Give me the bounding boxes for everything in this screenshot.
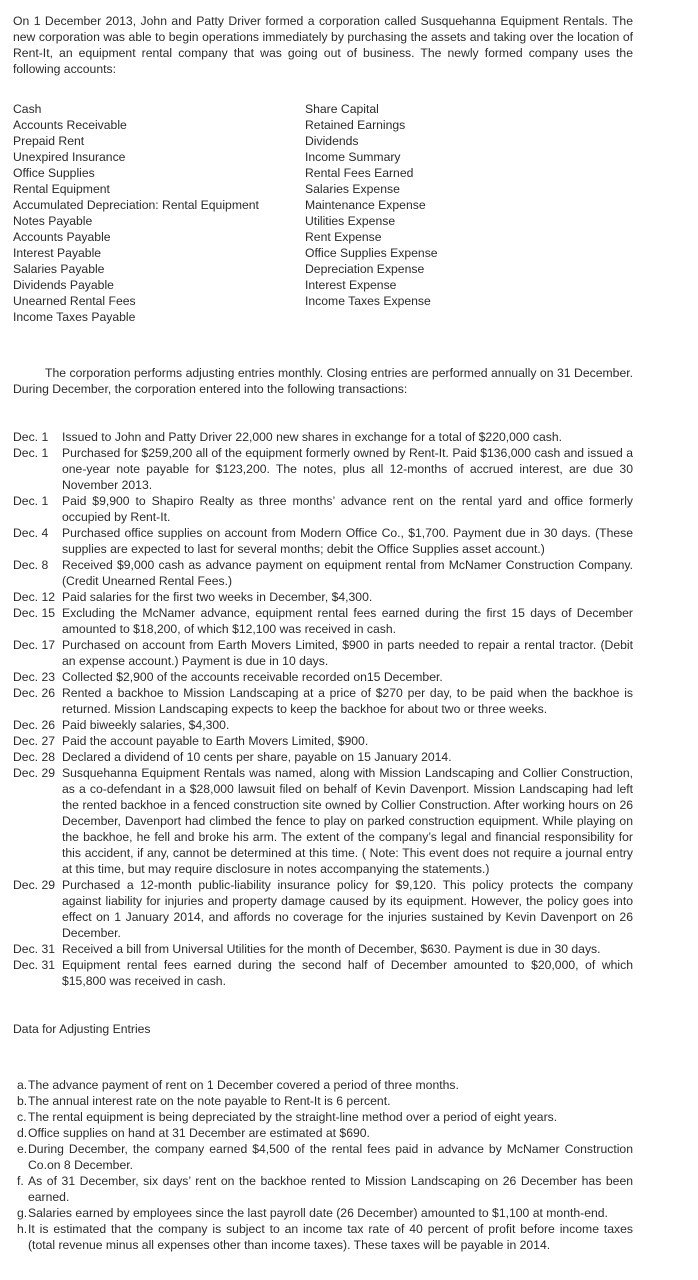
adjusting-entry-text: As of 31 December, six days’ rent on the backhoe rented to Mission Landscaping on 26 December has been earned. <box>28 1174 633 1204</box>
account-item: Income Taxes Payable <box>13 310 136 324</box>
account-item: Income Taxes Expense <box>305 294 431 308</box>
transaction-text: Received a bill from Universal Utilities for the month of December, $630. Payment is due in 30 days. <box>62 942 601 956</box>
adjusting-entry-text: During December, the company earned $4,500 of the rental fees paid in advance by McNamer Construction Co.on 8 December. <box>28 1142 633 1172</box>
account-item: Unearned Rental Fees <box>13 294 136 308</box>
adjusting-entry-item <box>17 1125 633 1141</box>
accounts-left-column <box>13 101 259 325</box>
adjusting-entry-letter: e. <box>17 1142 28 1156</box>
adjusting-entry-text: It is estimated that the company is subject to an income tax rate of 40 percent of profit before income taxes (total revenue minus all expenses other than income taxes). These taxes will be payable in 2014. <box>28 1222 633 1252</box>
transaction-item <box>13 733 633 749</box>
adjusting-entry-text: The rental equipment is being depreciated by the straight-line method over a period of eight years. <box>28 1110 558 1124</box>
account-item: Utilities Expense <box>305 214 396 228</box>
adjusting-entry-letter: b. <box>17 1094 28 1108</box>
transaction-item <box>13 557 633 589</box>
transactions-intro-paragraph: The corporation performs adjusting entries monthly. Closing entries are performed annually on 31 December. During December, the corporation entered into the following transactions: <box>13 366 633 396</box>
adjusting-entry-item <box>17 1205 633 1221</box>
account-item: Salaries Expense <box>305 182 400 196</box>
transaction-text: Equipment rental fees earned during the second half of December amounted to $20,000, of which $15,800 was received in cash. <box>62 958 633 988</box>
transaction-item <box>13 941 633 957</box>
adjusting-entry-text: The advance payment of rent on 1 December covered a period of three months. <box>28 1078 459 1092</box>
account-item: Interest Expense <box>305 278 397 292</box>
transaction-date: Dec. 1 <box>13 494 49 508</box>
transaction-date: Dec. 28 <box>13 750 56 764</box>
adjusting-entry-item <box>17 1109 633 1125</box>
transaction-date: Dec. 8 <box>13 558 49 572</box>
account-item: Retained Earnings <box>305 118 406 132</box>
transaction-text: Paid the account payable to Earth Movers Limited, $900. <box>62 734 369 748</box>
account-item: Prepaid Rent <box>13 134 85 148</box>
transaction-date: Dec. 4 <box>13 526 49 540</box>
adjusting-entry-item <box>17 1077 633 1093</box>
transactions-list <box>13 429 633 989</box>
account-item: Cash <box>13 102 42 116</box>
adjusting-entry-letter: f. <box>17 1174 24 1188</box>
transaction-text: Received $9,000 cash as advance payment on equipment rental from McNamer Construction Company. (Credit Unearned Rental Fees.) <box>62 558 633 588</box>
transaction-date: Dec. 23 <box>13 670 56 684</box>
account-item: Dividends <box>305 134 359 148</box>
adjusting-entry-text: Salaries earned by employees since the last payroll date (26 December) amounted to $1,100 at month-end. <box>28 1206 608 1220</box>
transaction-date: Dec. 1 <box>13 446 49 460</box>
transaction-text: Excluding the McNamer advance, equipment rental fees earned during the first 15 days of December amounted to $18,200, of which $12,100 was received in cash. <box>62 606 633 636</box>
accounts-right-column <box>305 101 438 309</box>
account-item: Office Supplies <box>13 166 95 180</box>
transaction-item <box>13 957 633 989</box>
account-item: Accounts Receivable <box>13 118 127 132</box>
account-item: Notes Payable <box>13 214 93 228</box>
chart-of-accounts <box>13 101 633 325</box>
account-item: Rent Expense <box>305 230 382 244</box>
intro-paragraph: On 1 December 2013, John and Patty Driver formed a corporation called Susquehanna Equipment Rentals. The new corporation was able to begin operations immediately by purchasing the assets and taking over the location of Rent-It, an equipment rental company that was going out of business. The newly formed company uses the following accounts: <box>13 14 633 76</box>
transaction-date: Dec. 29 <box>13 766 56 780</box>
account-item: Rental Equipment <box>13 182 110 196</box>
adjusting-entries-heading: Data for Adjusting Entries <box>13 1022 151 1036</box>
transaction-date: Dec. 26 <box>13 686 56 700</box>
transaction-date: Dec. 29 <box>13 878 56 892</box>
account-item: Rental Fees Earned <box>305 166 414 180</box>
transaction-date: Dec. 31 <box>13 958 56 972</box>
transaction-text: Collected $2,900 of the accounts receivable recorded on15 December. <box>62 670 443 684</box>
problem-document <box>13 13 633 1253</box>
adjusting-entry-letter: c. <box>17 1110 27 1124</box>
transaction-item <box>13 429 633 445</box>
adjusting-entry-item <box>17 1141 633 1173</box>
transaction-date: Dec. 26 <box>13 718 56 732</box>
account-item: Interest Payable <box>13 246 102 260</box>
transaction-text: Purchased on account from Earth Movers Limited, $900 in parts needed to repair a rental tractor. (Debit an expense account.) Payment is due in 10 days. <box>62 638 633 668</box>
transaction-item <box>13 685 633 717</box>
transaction-text: Paid biweekly salaries, $4,300. <box>62 718 230 732</box>
transaction-date: Dec. 27 <box>13 734 56 748</box>
transaction-item <box>13 605 633 637</box>
transaction-item <box>13 637 633 669</box>
adjusting-entry-letter: h. <box>17 1222 28 1236</box>
transaction-text: Purchased office supplies on account from Modern Office Co., $1,700. Payment due in 30 days. (These supplies are expected to last for several months; debit the Office Supplies asset account.) <box>62 526 633 556</box>
account-item: Dividends Payable <box>13 278 114 292</box>
adjusting-entry-text: The annual interest rate on the note payable to Rent-It is 6 percent. <box>28 1094 391 1108</box>
adjusting-entry-letter: a. <box>17 1078 28 1092</box>
transaction-text: Paid salaries for the first two weeks in December, $4,300. <box>62 590 373 604</box>
transaction-date: Dec. 15 <box>13 606 56 620</box>
account-item: Income Summary <box>305 150 401 164</box>
transaction-date: Dec. 1 <box>13 430 49 444</box>
account-item: Unexpired Insurance <box>13 150 126 164</box>
transaction-item <box>13 877 633 941</box>
transaction-text: Purchased for $259,200 all of the equipment formerly owned by Rent-It. Paid $136,000 cash and issued a one-year note payable for $123,200. The notes, plus all 12-months of accrued interest, are due 30 November 2013. <box>62 446 633 492</box>
adjusting-entry-item <box>17 1093 633 1109</box>
transaction-text: Declared a dividend of 10 cents per share, payable on 15 January 2014. <box>62 750 452 764</box>
transaction-item <box>13 525 633 557</box>
adjusting-entry-text: Office supplies on hand at 31 December are estimated at $690. <box>28 1126 370 1140</box>
transaction-text: Rented a backhoe to Mission Landscaping at a price of $270 per day, to be paid when the backhoe is returned. Mission Landscaping expects to keep the backhoe for about two or three weeks. <box>62 686 633 716</box>
adjusting-entry-letter: g. <box>17 1206 28 1220</box>
transaction-item <box>13 445 633 493</box>
transaction-item <box>13 765 633 877</box>
account-item: Share Capital <box>305 102 379 116</box>
account-item: Salaries Payable <box>13 262 105 276</box>
adjusting-entry-item <box>17 1221 633 1253</box>
transaction-date: Dec. 12 <box>13 590 56 604</box>
adjusting-entry-letter: d. <box>17 1126 28 1140</box>
transaction-date: Dec. 17 <box>13 638 56 652</box>
account-item: Accounts Payable <box>13 230 111 244</box>
transaction-text: Issued to John and Patty Driver 22,000 new shares in exchange for a total of $220,000 cash. <box>62 430 563 444</box>
transaction-item <box>13 493 633 525</box>
adjusting-entries-list <box>17 1077 633 1253</box>
transaction-item <box>13 749 633 765</box>
transaction-text: Purchased a 12-month public-liability insurance policy for $9,120. This policy protects the company against liability for injuries and property damage caused by its equipment. However, the policy goes into effect on 1 January 2014, and affords no coverage for the injuries sustained by Kevin Davenport on 26 December. <box>62 878 633 940</box>
transaction-item <box>13 717 633 733</box>
account-item: Accumulated Depreciation: Rental Equipment <box>13 198 259 212</box>
account-item: Office Supplies Expense <box>305 246 438 260</box>
transaction-text: Paid $9,900 to Shapiro Realty as three months’ advance rent on the rental yard and office formerly occupied by Rent-It. <box>62 494 633 524</box>
adjusting-entry-item <box>17 1173 633 1205</box>
transaction-date: Dec. 31 <box>13 942 56 956</box>
transaction-item <box>13 669 633 685</box>
account-item: Depreciation Expense <box>305 262 425 276</box>
transaction-text: Susquehanna Equipment Rentals was named, along with Mission Landscaping and Collier Construction, as a co-defendant in a $28,000 lawsuit filed on behalf of Kevin Davenport. Mission Landscaping had left the rented backhoe in a fenced construction site owned by Collier Construction. After working hours on 26 December, Davenport had climbed the fence to play on parked construction equipment. While playing on the backhoe, he fell and broke his arm. The extent of the company’s legal and financial responsibility for this accident, if any, cannot be determined at this time. ( Note: This event does not require a journal entry at this time, but may require disclosure in notes accompanying the statements.) <box>62 766 633 876</box>
account-item: Maintenance Expense <box>305 198 426 212</box>
transaction-item <box>13 589 633 605</box>
